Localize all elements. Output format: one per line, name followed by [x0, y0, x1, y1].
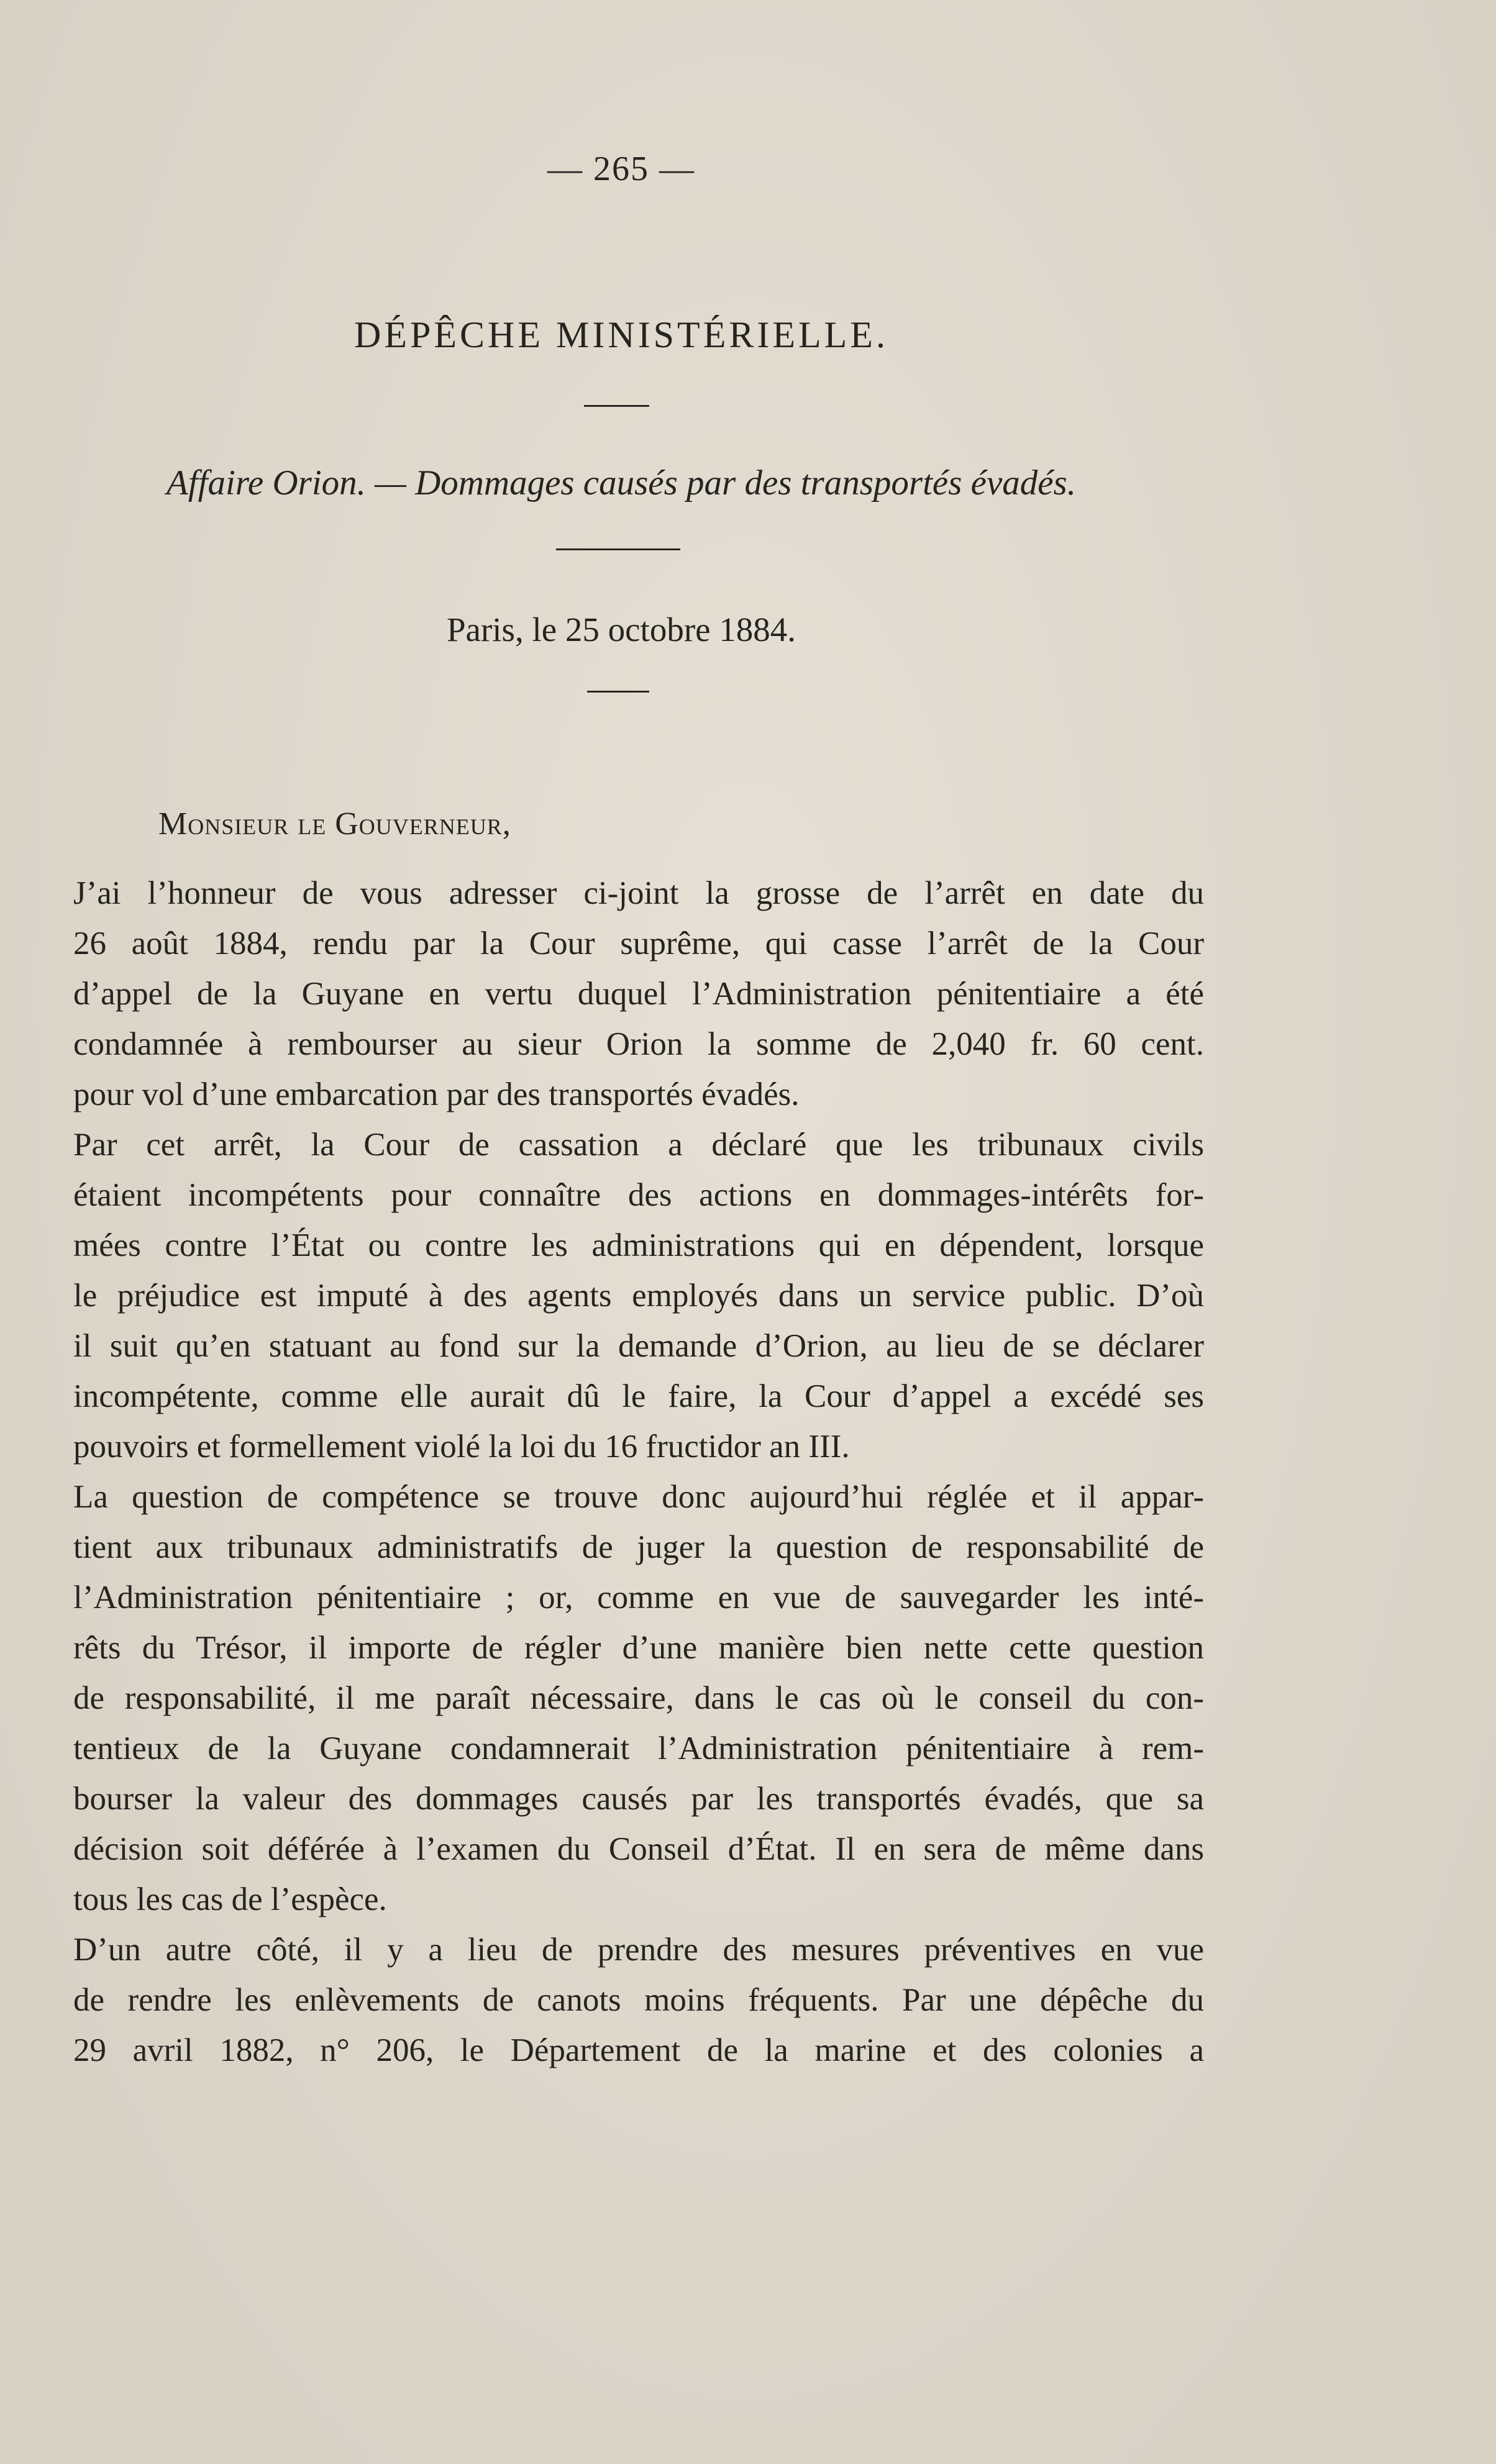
text-line: D’un autre côté, il y a lieu de prendre des mesures préventives en vue: [73, 1932, 1204, 1968]
letter-body: [73, 868, 1204, 2076]
text-line: incompétente, comme elle aurait dû le faire, la Cour d’appel a excédé ses: [73, 1378, 1204, 1414]
text-line: le préjudice est imputé à des agents employés dans un service public. D’où: [73, 1278, 1204, 1314]
text-line: d’appel de la Guyane en vertu duquel l’Administration pénitentiaire a été: [73, 976, 1204, 1012]
paragraph: [73, 1925, 1204, 2076]
text-line: bourser la valeur des dommages causés par les transportés évadés, que sa: [73, 1781, 1204, 1817]
text-line: il suit qu’en statuant au fond sur la demande d’Orion, au lieu de se déclarer: [73, 1328, 1204, 1364]
page-number: — 265 —: [547, 150, 695, 188]
text-line: condamnée à rembourser au sieur Orion la somme de 2,040 fr. 60 cent.: [73, 1026, 1204, 1062]
text-line: 29 avril 1882, n° 206, le Département de la marine et des colonies a: [73, 2032, 1204, 2068]
text-line: tentieux de la Guyane condamnerait l’Administration pénitentiaire à rem-: [73, 1730, 1204, 1766]
document-title: DÉPÊCHE MINISTÉRIELLE.: [354, 314, 888, 355]
salutation: Monsieur le Gouverneur,: [158, 806, 511, 842]
separator-rule: [587, 691, 649, 693]
separator-rule: [584, 405, 649, 407]
text-line: décision soit déférée à l’examen du Conseil d’État. Il en sera de même dans: [73, 1831, 1204, 1867]
paragraph: [73, 1120, 1204, 1472]
text-line: l’Administration pénitentiaire ; or, comme en vue de sauvegarder les inté-: [73, 1580, 1204, 1616]
text-line: étaient incompétents pour connaître des actions en dommages-intérêts for-: [73, 1177, 1204, 1213]
text-line: tient aux tribunaux administratifs de juger la question de responsabilité de: [73, 1529, 1204, 1565]
document-subtitle: Affaire Orion. — Dommages causés par des transportés évadés.: [166, 463, 1076, 502]
text-line: pouvoirs et formellement violé la loi du 16 fructidor an III.: [73, 1429, 850, 1465]
text-line: tous les cas de l’espèce.: [73, 1881, 387, 1917]
text-line: de responsabilité, il me paraît nécessaire, dans le cas où le conseil du con-: [73, 1680, 1204, 1716]
paragraph: [73, 868, 1204, 1120]
text-line: rêts du Trésor, il importe de régler d’une manière bien nette cette question: [73, 1630, 1204, 1666]
separator-rule: [556, 548, 680, 550]
text-line: pour vol d’une embarcation par des transportés évadés.: [73, 1076, 800, 1112]
dateline: Paris, le 25 octobre 1884.: [446, 611, 796, 648]
text-line: 26 août 1884, rendu par la Cour suprême, qui casse l’arrêt de la Cour: [73, 925, 1204, 962]
text-line: Par cet arrêt, la Cour de cassation a déclaré que les tribunaux civils: [73, 1127, 1204, 1163]
text-line: mées contre l’État ou contre les administrations qui en dépendent, lorsque: [73, 1227, 1204, 1263]
text-line: de rendre les enlèvements de canots moins fréquents. Par une dépêche du: [73, 1982, 1204, 2018]
text-line: La question de compétence se trouve donc aujourd’hui réglée et il appar-: [73, 1479, 1204, 1515]
text-line: J’ai l’honneur de vous adresser ci-joint la grosse de l’arrêt en date du: [73, 875, 1204, 911]
paragraph: [73, 1472, 1204, 1925]
